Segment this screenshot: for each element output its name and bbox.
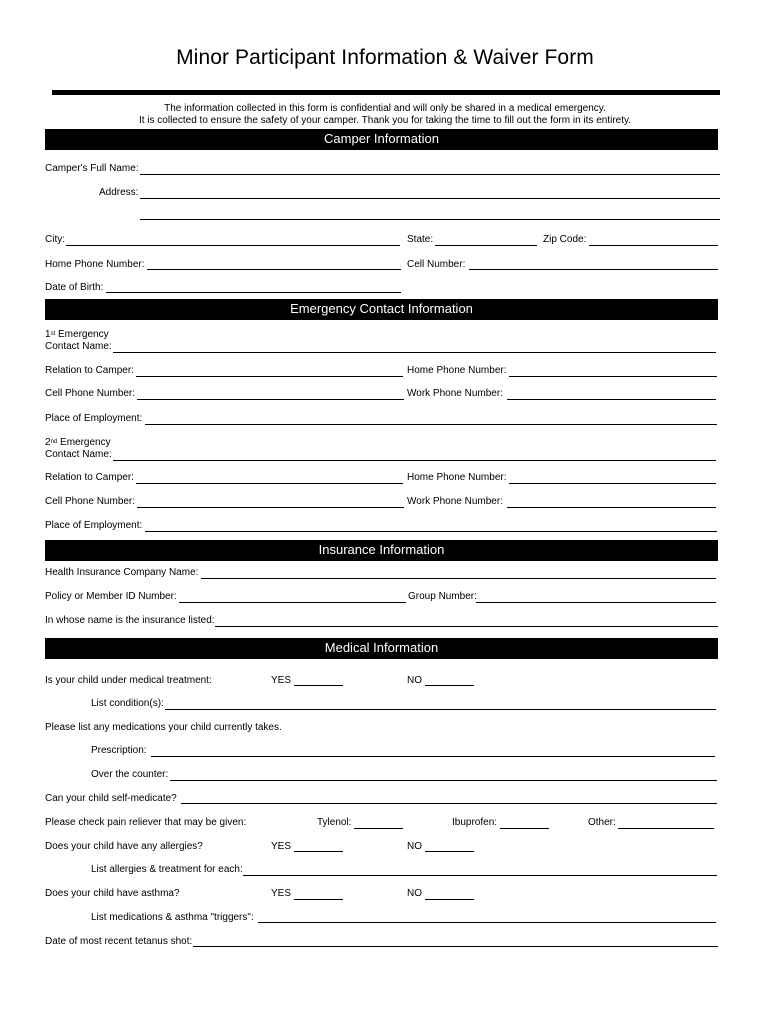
allergies-question: Does your child have any allergies? (45, 841, 203, 852)
city-label: City: (45, 234, 65, 245)
self-medicate-field[interactable] (181, 803, 717, 804)
camper-full-name-label: Camper's Full Name: (45, 163, 139, 174)
page-title: Minor Participant Information & Waiver Form (176, 46, 594, 69)
first-contact-name-label: Contact Name: (45, 341, 112, 352)
second-relation-label: Relation to Camper: (45, 472, 134, 483)
allergies-list-field[interactable] (243, 875, 717, 876)
insurance-company-field[interactable] (201, 578, 716, 579)
asthma-no-field[interactable] (425, 899, 474, 900)
second-contact-name-field[interactable] (113, 460, 716, 461)
treatment-no-field[interactable] (425, 685, 474, 686)
group-number-field[interactable] (476, 602, 716, 603)
zip-code-label: Zip Code: (543, 234, 587, 245)
first-employment-field[interactable] (145, 424, 717, 425)
first-home-phone-field[interactable] (509, 376, 717, 377)
asthma-no-label: NO (407, 888, 422, 899)
insurance-information-heading: Insurance Information (45, 540, 718, 561)
ibuprofen-field[interactable] (500, 828, 549, 829)
home-phone-label: Home Phone Number: (45, 259, 145, 270)
second-home-phone-field[interactable] (509, 483, 716, 484)
asthma-yes-field[interactable] (294, 899, 343, 900)
second-cell-phone-field[interactable] (137, 507, 404, 508)
first-employment-label: Place of Employment: (45, 413, 143, 424)
second-employment-field[interactable] (145, 531, 717, 532)
over-the-counter-field[interactable] (170, 780, 717, 781)
second-emergency-suffix: nd (50, 439, 58, 445)
allergies-no-field[interactable] (425, 851, 474, 852)
conditions-label: List condition(s): (91, 698, 164, 709)
camper-information-heading: Camper Information (45, 129, 718, 150)
first-relation-field[interactable] (136, 376, 403, 377)
other-field[interactable] (618, 828, 714, 829)
first-work-phone-field[interactable] (507, 399, 716, 400)
allergies-no-label: NO (407, 841, 422, 852)
policy-id-field[interactable] (179, 602, 406, 603)
second-emergency-word: Emergency (57, 437, 111, 448)
date-of-birth-field[interactable] (106, 292, 401, 293)
state-label: State: (407, 234, 434, 245)
medications-question: Please list any medications your child currently takes. (45, 722, 282, 733)
group-number-label: Group Number: (408, 591, 477, 602)
medical-treatment-question: Is your child under medical treatment: (45, 675, 212, 686)
date-of-birth-label: Date of Birth: (45, 282, 104, 293)
pain-reliever-question: Please check pain reliever that may be given: (45, 817, 247, 828)
treatment-yes-field[interactable] (294, 685, 343, 686)
tylenol-label: Tylenol: (317, 817, 352, 828)
asthma-question: Does your child have asthma? (45, 888, 180, 899)
cell-number-label: Cell Number: (407, 259, 466, 270)
first-cell-phone-field[interactable] (137, 399, 404, 400)
treatment-no-label: NO (407, 675, 422, 686)
intro-line-1: The information collected in this form is confidential and will only be shared in a medical emergency. (164, 103, 606, 114)
emergency-contact-heading: Emergency Contact Information (45, 299, 718, 320)
allergies-list-label: List allergies & treatment for each: (91, 864, 243, 875)
allergies-yes-label: YES (271, 841, 292, 852)
address-field-line-1[interactable] (140, 198, 720, 199)
cell-number-field[interactable] (469, 269, 718, 270)
state-field[interactable] (435, 245, 537, 246)
second-emergency-number: 2 (45, 437, 51, 448)
first-emergency-word: Emergency (55, 329, 109, 340)
over-the-counter-label: Over the counter: (91, 769, 169, 780)
conditions-field[interactable] (165, 709, 716, 710)
second-contact-name-label: Contact Name: (45, 449, 112, 460)
first-emergency-suffix: st (50, 331, 56, 337)
city-field[interactable] (66, 245, 400, 246)
first-home-phone-label: Home Phone Number: (407, 365, 507, 376)
prescription-label: Prescription: (91, 745, 147, 756)
allergies-yes-field[interactable] (294, 851, 343, 852)
insurance-company-label: Health Insurance Company Name: (45, 567, 199, 578)
second-work-phone-label: Work Phone Number: (407, 496, 503, 507)
first-emergency-label (45, 329, 109, 341)
policy-id-label: Policy or Member ID Number: (45, 591, 177, 602)
treatment-yes-label: YES (271, 675, 292, 686)
asthma-yes-label: YES (271, 888, 292, 899)
self-medicate-question: Can your child self-medicate? (45, 793, 177, 804)
asthma-triggers-field[interactable] (258, 922, 716, 923)
insurance-holder-label: In whose name is the insurance listed: (45, 615, 215, 626)
address-field-line-2[interactable] (140, 219, 720, 220)
tetanus-shot-label: Date of most recent tetanus shot: (45, 936, 193, 947)
second-employment-label: Place of Employment: (45, 520, 143, 531)
first-work-phone-label: Work Phone Number: (407, 388, 503, 399)
second-emergency-label (45, 437, 111, 449)
tylenol-field[interactable] (354, 828, 403, 829)
first-cell-phone-label: Cell Phone Number: (45, 388, 136, 399)
tetanus-shot-field[interactable] (193, 946, 718, 947)
asthma-triggers-label: List medications & asthma "triggers": (91, 912, 254, 923)
ibuprofen-label: Ibuprofen: (452, 817, 498, 828)
other-label: Other: (588, 817, 616, 828)
second-home-phone-label: Home Phone Number: (407, 472, 507, 483)
zip-code-field[interactable] (589, 245, 718, 246)
first-emergency-number: 1 (45, 329, 51, 340)
intro-line-2: It is collected to ensure the safety of your camper. Thank you for taking the time to fill out the form in its entirety. (138, 115, 632, 126)
first-relation-label: Relation to Camper: (45, 365, 134, 376)
second-cell-phone-label: Cell Phone Number: (45, 496, 136, 507)
home-phone-field[interactable] (147, 269, 401, 270)
insurance-holder-field[interactable] (215, 626, 718, 627)
title-divider (52, 90, 720, 95)
medical-information-heading: Medical Information (45, 638, 718, 659)
prescription-field[interactable] (151, 756, 715, 757)
second-work-phone-field[interactable] (507, 507, 716, 508)
second-relation-field[interactable] (136, 483, 403, 484)
address-label: Address: (99, 187, 139, 198)
first-contact-name-field[interactable] (113, 352, 716, 353)
camper-full-name-field[interactable] (140, 174, 720, 175)
